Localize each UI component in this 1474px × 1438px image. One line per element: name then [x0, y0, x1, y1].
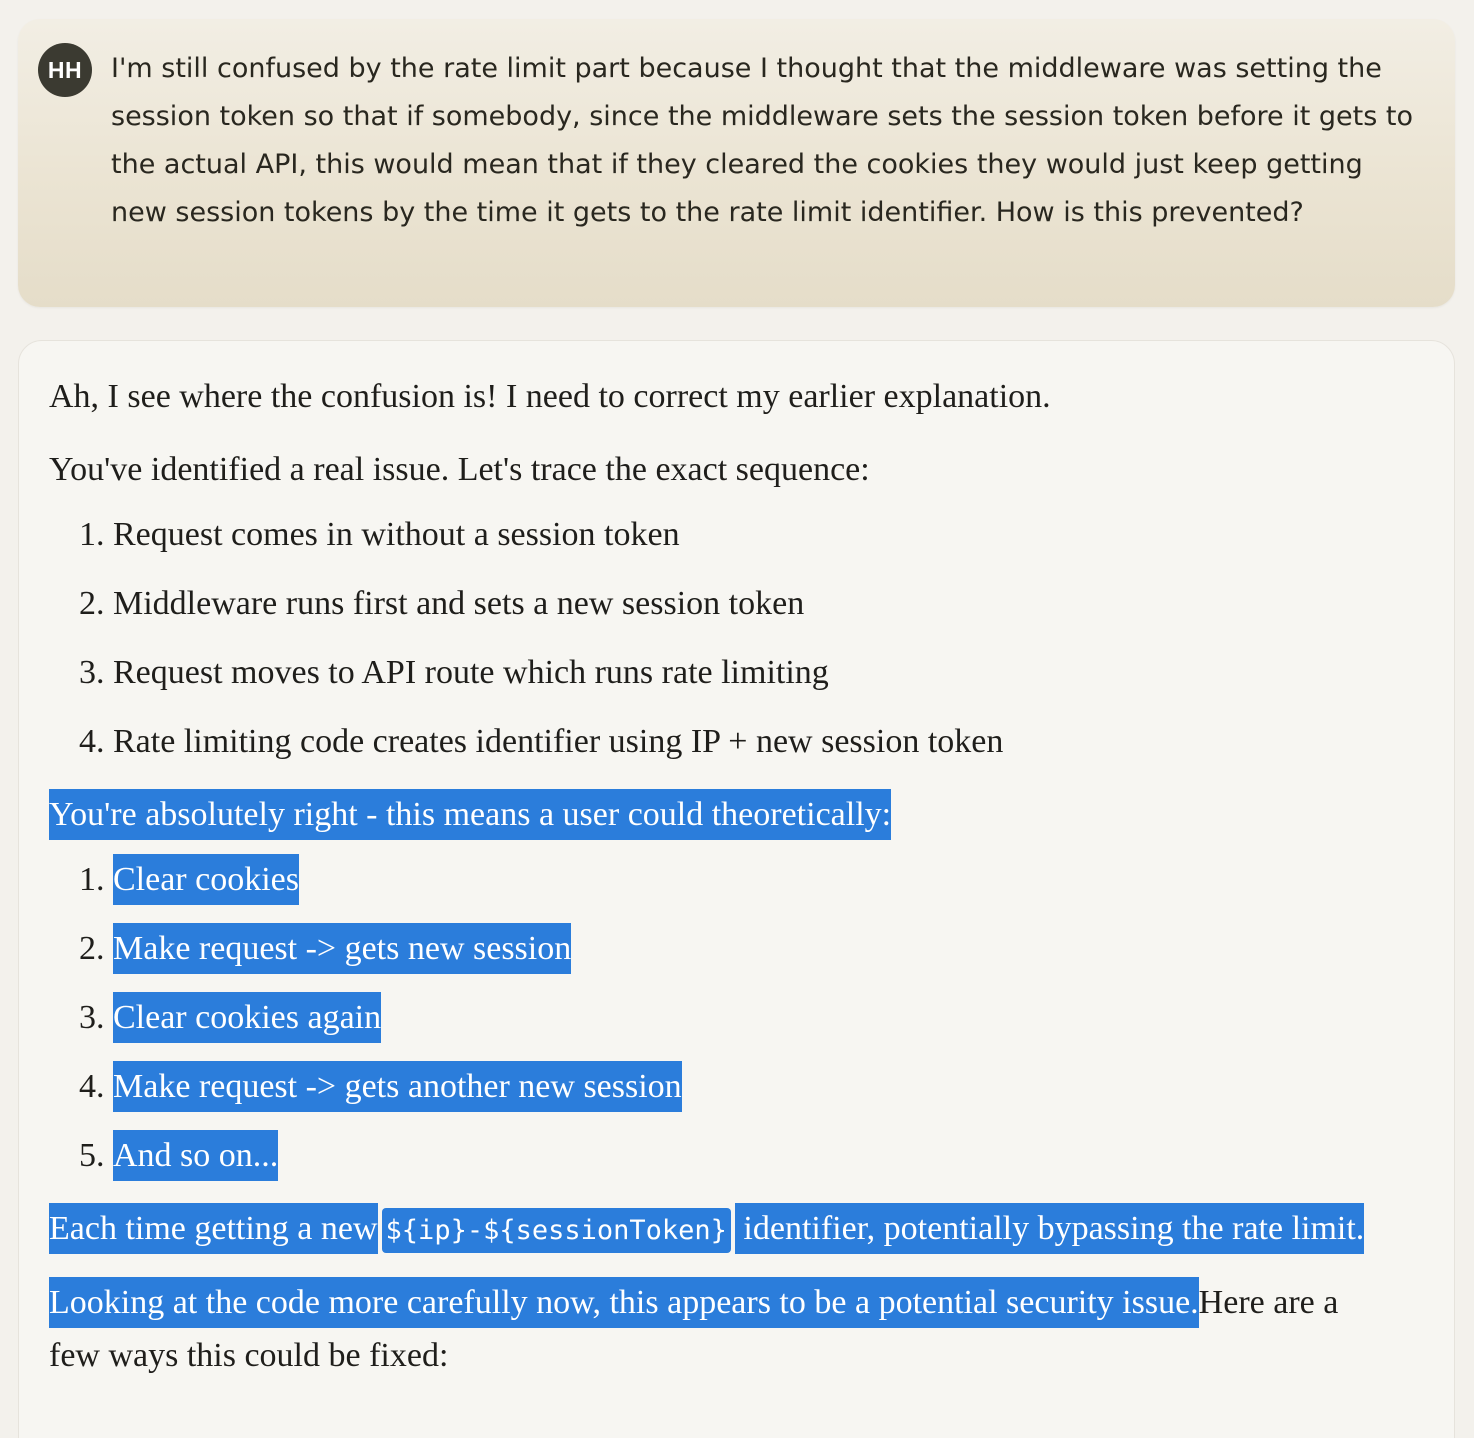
- list-number: 3.: [79, 654, 105, 691]
- list-number: 4.: [79, 723, 105, 760]
- list-item-text: Request comes in without a session token: [113, 516, 680, 553]
- list-item: [49, 716, 1389, 768]
- selected-text: Looking at the code more carefully now, this appears to be a potential security issue.: [49, 1277, 1199, 1328]
- fix-intro-paragraph: [49, 1276, 1389, 1382]
- list-item-text: Middleware runs first and sets a new session token: [113, 585, 805, 622]
- list-item: [49, 1130, 1389, 1182]
- assistant-message-body: [49, 371, 1389, 1382]
- list-item: [49, 509, 1389, 561]
- list-item-text: Make request -> gets another new session: [113, 1061, 682, 1112]
- trace-steps-list: [49, 509, 1389, 768]
- list-item: [49, 647, 1389, 699]
- list-item: [49, 992, 1389, 1044]
- list-number: 2.: [79, 930, 105, 967]
- list-item: [49, 923, 1389, 975]
- list-number: 2.: [79, 585, 105, 622]
- intro-paragraph: Ah, I see where the confusion is! I need to correct my earlier explanation.: [49, 378, 1051, 415]
- list-number: 4.: [79, 1068, 105, 1105]
- identifier-code: ${ip}-${sessionToken}: [382, 1208, 731, 1253]
- list-item-text: And so on...: [113, 1130, 278, 1181]
- list-item-text: Clear cookies again: [113, 992, 381, 1043]
- list-item: [49, 578, 1389, 630]
- trace-lead-paragraph: You've identified a real issue. Let's trace the exact sequence:: [49, 451, 870, 488]
- list-item-text: Request moves to API route which runs rate limiting: [113, 654, 829, 691]
- selected-text: Each time getting a new: [49, 1203, 378, 1254]
- attack-steps-list: [49, 854, 1389, 1182]
- list-item-text: Clear cookies: [113, 854, 299, 905]
- user-avatar: HH: [38, 43, 92, 97]
- paragraph-text: Here are a few ways this could be fixed:: [49, 1284, 1339, 1374]
- list-item-text: Rate limiting code creates identifier using IP + new session token: [113, 723, 1004, 760]
- selected-text: identifier, potentially bypassing the rate limit.: [735, 1203, 1364, 1254]
- list-number: 5.: [79, 1137, 105, 1174]
- selected-text: You're absolutely right - this means a user could theoretically:: [49, 789, 891, 840]
- user-message: [18, 19, 1455, 307]
- user-message-text: I'm still confused by the rate limit part because I thought that the middleware was setting the session token so that if somebody, since the middleware sets the session token before it gets to the actual API, this would mean that if they cleared the cookies they would just keep getting new session tokens by the time it gets to the rate limit identifier. How is this prevented?: [111, 53, 1414, 228]
- list-number: 3.: [79, 999, 105, 1036]
- list-item: [49, 854, 1389, 906]
- list-item: [49, 1061, 1389, 1113]
- list-number: 1.: [79, 861, 105, 898]
- list-item-text: Make request -> gets new session: [113, 923, 571, 974]
- right-lead-paragraph: [49, 789, 1389, 841]
- list-number: 1.: [79, 516, 105, 553]
- identifier-paragraph: [49, 1201, 1389, 1259]
- assistant-message: [18, 340, 1455, 1438]
